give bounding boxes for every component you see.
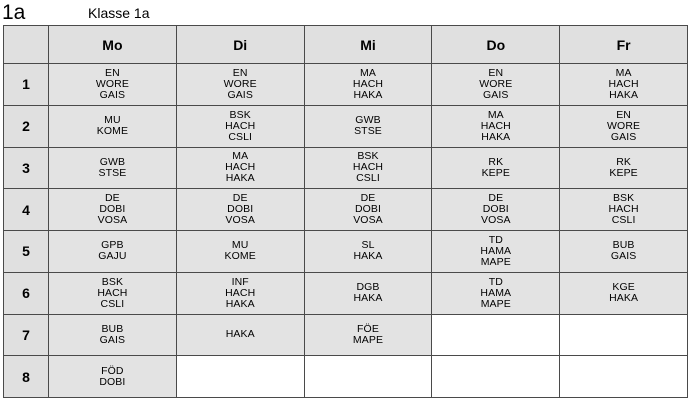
teacher-code: HAKA: [609, 292, 639, 305]
subject-code: EN: [488, 66, 504, 79]
teacher-code: HACH: [480, 119, 511, 132]
subject-code: KGE: [612, 281, 635, 294]
lesson-cell[interactable]: [304, 147, 432, 189]
lesson-cell[interactable]: [176, 105, 304, 147]
period-row: [4, 147, 688, 189]
subject-code: BSK: [357, 150, 379, 163]
period-number: 7: [4, 314, 49, 356]
lesson-cell[interactable]: [176, 147, 304, 189]
teacher-code: HACH: [97, 286, 128, 299]
lesson-cell[interactable]: [49, 231, 177, 273]
class-code-label: 1a: [2, 1, 26, 24]
teacher-code: MAPE: [480, 297, 511, 310]
teacher-code: GAIS: [99, 333, 126, 346]
subject-code: BSK: [101, 275, 124, 288]
class-title: Klasse 1a: [88, 5, 150, 21]
teacher-code: GAJU: [98, 250, 127, 263]
lesson-cell[interactable]: [176, 231, 304, 273]
period-row: [4, 105, 688, 147]
subject-code: RK: [616, 155, 631, 168]
lesson-cell[interactable]: [432, 64, 560, 106]
teacher-code: HAMA: [480, 244, 512, 257]
subject-code: SL: [361, 239, 375, 252]
teacher-code: DOBI: [354, 203, 382, 216]
teacher-code: CSLI: [356, 172, 380, 185]
lesson-cell[interactable]: [176, 272, 304, 314]
teacher-code: HACH: [608, 77, 639, 90]
teacher-code: HAKA: [481, 130, 511, 143]
teacher-code: WORE: [479, 77, 513, 90]
subject-code: TD: [488, 275, 503, 288]
subject-code: BUB: [101, 322, 124, 335]
teacher-code: WORE: [95, 77, 129, 90]
teacher-code: STSE: [98, 166, 127, 179]
subject-code: DE: [488, 192, 504, 205]
teacher-code: KEPE: [481, 166, 510, 179]
period-number: 8: [4, 356, 49, 398]
subject-code: HAKA: [225, 328, 255, 341]
period-number: 1: [4, 64, 49, 106]
teacher-code: HACH: [225, 161, 256, 174]
teacher-code: GAIS: [227, 88, 253, 101]
teacher-code: VOSA: [97, 214, 128, 227]
teacher-code: HAKA: [353, 292, 383, 305]
lesson-cell[interactable]: [176, 314, 304, 356]
lesson-cell[interactable]: [432, 105, 560, 147]
subject-code: GWB: [355, 114, 381, 127]
empty-cell[interactable]: [432, 314, 560, 356]
lesson-cell[interactable]: [49, 64, 177, 106]
period-number: 5: [4, 231, 49, 273]
lesson-cell[interactable]: [560, 147, 688, 189]
teacher-code: WORE: [607, 119, 641, 132]
lesson-cell[interactable]: [432, 189, 560, 231]
teacher-code: CSLI: [228, 130, 253, 143]
subject-code: EN: [232, 66, 248, 79]
teacher-code: STSE: [354, 125, 382, 138]
lesson-cell[interactable]: [304, 189, 432, 231]
lesson-cell[interactable]: [49, 189, 177, 231]
lesson-cell[interactable]: [432, 231, 560, 273]
subject-code: TD: [488, 233, 503, 246]
day-header-do: Do: [432, 26, 560, 64]
empty-cell[interactable]: [176, 356, 304, 398]
teacher-code: KOME: [224, 250, 256, 263]
lesson-cell[interactable]: [49, 105, 177, 147]
lesson-cell[interactable]: [49, 356, 177, 398]
teacher-code: HAKA: [353, 250, 383, 263]
subject-code: MA: [360, 66, 376, 79]
timetable: [3, 25, 688, 398]
period-row: [4, 189, 688, 231]
empty-cell[interactable]: [560, 356, 688, 398]
subject-code: FÖD: [101, 364, 124, 377]
teacher-code: DOBI: [227, 203, 254, 216]
teacher-code: WORE: [223, 77, 257, 90]
period-row: [4, 231, 688, 273]
period-row: [4, 314, 688, 356]
teacher-code: DOBI: [482, 203, 509, 216]
lesson-cell[interactable]: [432, 147, 560, 189]
subject-code: MA: [615, 66, 632, 79]
lesson-cell[interactable]: [49, 314, 177, 356]
teacher-code: KEPE: [609, 166, 638, 179]
subject-code: GPB: [101, 239, 124, 252]
lesson-cell[interactable]: [560, 272, 688, 314]
teacher-code: MAPE: [352, 333, 384, 346]
lesson-cell[interactable]: [560, 64, 688, 106]
period-number: 6: [4, 272, 49, 314]
empty-cell[interactable]: [560, 314, 688, 356]
teacher-code: KOME: [96, 125, 129, 138]
period-row: [4, 64, 688, 106]
subject-code: RK: [488, 155, 504, 168]
subject-code: DGB: [356, 281, 380, 294]
lesson-cell[interactable]: [304, 231, 432, 273]
teacher-code: HACH: [352, 161, 384, 174]
period-number: 2: [4, 105, 49, 147]
lesson-cell[interactable]: [176, 189, 304, 231]
period-number: 3: [4, 147, 49, 189]
lesson-cell[interactable]: [49, 272, 177, 314]
subject-code: BSK: [612, 192, 635, 205]
teacher-code: VOSA: [225, 214, 255, 227]
teacher-code: HAKA: [353, 88, 383, 101]
lesson-cell[interactable]: [304, 272, 432, 314]
teacher-code: GAIS: [483, 88, 509, 101]
empty-cell[interactable]: [304, 356, 432, 398]
lesson-cell[interactable]: [560, 105, 688, 147]
lesson-cell[interactable]: [304, 64, 432, 106]
lesson-cell[interactable]: [176, 64, 304, 106]
subject-code: INF: [231, 275, 249, 288]
lesson-cell[interactable]: [560, 231, 688, 273]
teacher-code: GAIS: [610, 250, 637, 263]
teacher-code: HAKA: [609, 88, 639, 101]
lesson-cell[interactable]: [304, 314, 432, 356]
day-header-fr: Fr: [560, 26, 688, 64]
subject-code: EN: [105, 66, 120, 79]
teacher-code: VOSA: [353, 214, 383, 227]
lesson-cell[interactable]: [304, 105, 432, 147]
period-number: 4: [4, 189, 49, 231]
subject-code: BSK: [229, 108, 251, 121]
teacher-code: DOBI: [99, 203, 126, 216]
teacher-code: CSLI: [100, 297, 125, 310]
empty-cell[interactable]: [432, 356, 560, 398]
teacher-code: HACH: [225, 119, 256, 132]
period-row: [4, 272, 688, 314]
teacher-code: GAIS: [610, 130, 637, 143]
teacher-code: MAPE: [480, 255, 511, 268]
teacher-code: VOSA: [481, 214, 511, 227]
subject-code: MU: [104, 114, 121, 127]
teacher-code: HAKA: [225, 297, 255, 310]
header-row: [4, 26, 688, 64]
lesson-cell[interactable]: [49, 147, 177, 189]
lesson-cell[interactable]: [432, 272, 560, 314]
day-header-mi: Mi: [304, 26, 432, 64]
subject-code: EN: [616, 108, 631, 121]
teacher-code: HAKA: [225, 172, 255, 185]
subject-code: DE: [360, 192, 376, 205]
subject-code: MU: [231, 239, 249, 252]
period-row: [4, 356, 688, 398]
lesson-cell[interactable]: [560, 189, 688, 231]
day-header-di: Di: [176, 26, 304, 64]
subject-code: MA: [232, 150, 249, 163]
teacher-code: CSLI: [611, 214, 636, 227]
subject-code: FÖE: [357, 322, 379, 335]
teacher-code: GAIS: [99, 88, 126, 101]
teacher-code: HACH: [225, 286, 256, 299]
subject-code: DE: [232, 192, 248, 205]
day-header-mo: Mo: [49, 26, 177, 64]
corner-cell: [4, 26, 49, 64]
subject-code: GWB: [99, 155, 126, 168]
subject-code: MA: [487, 108, 504, 121]
teacher-code: HACH: [608, 203, 639, 216]
subject-code: DE: [105, 192, 120, 205]
teacher-code: DOBI: [99, 375, 126, 388]
teacher-code: HACH: [352, 77, 384, 90]
subject-code: BUB: [612, 239, 635, 252]
teacher-code: HAMA: [480, 286, 512, 299]
